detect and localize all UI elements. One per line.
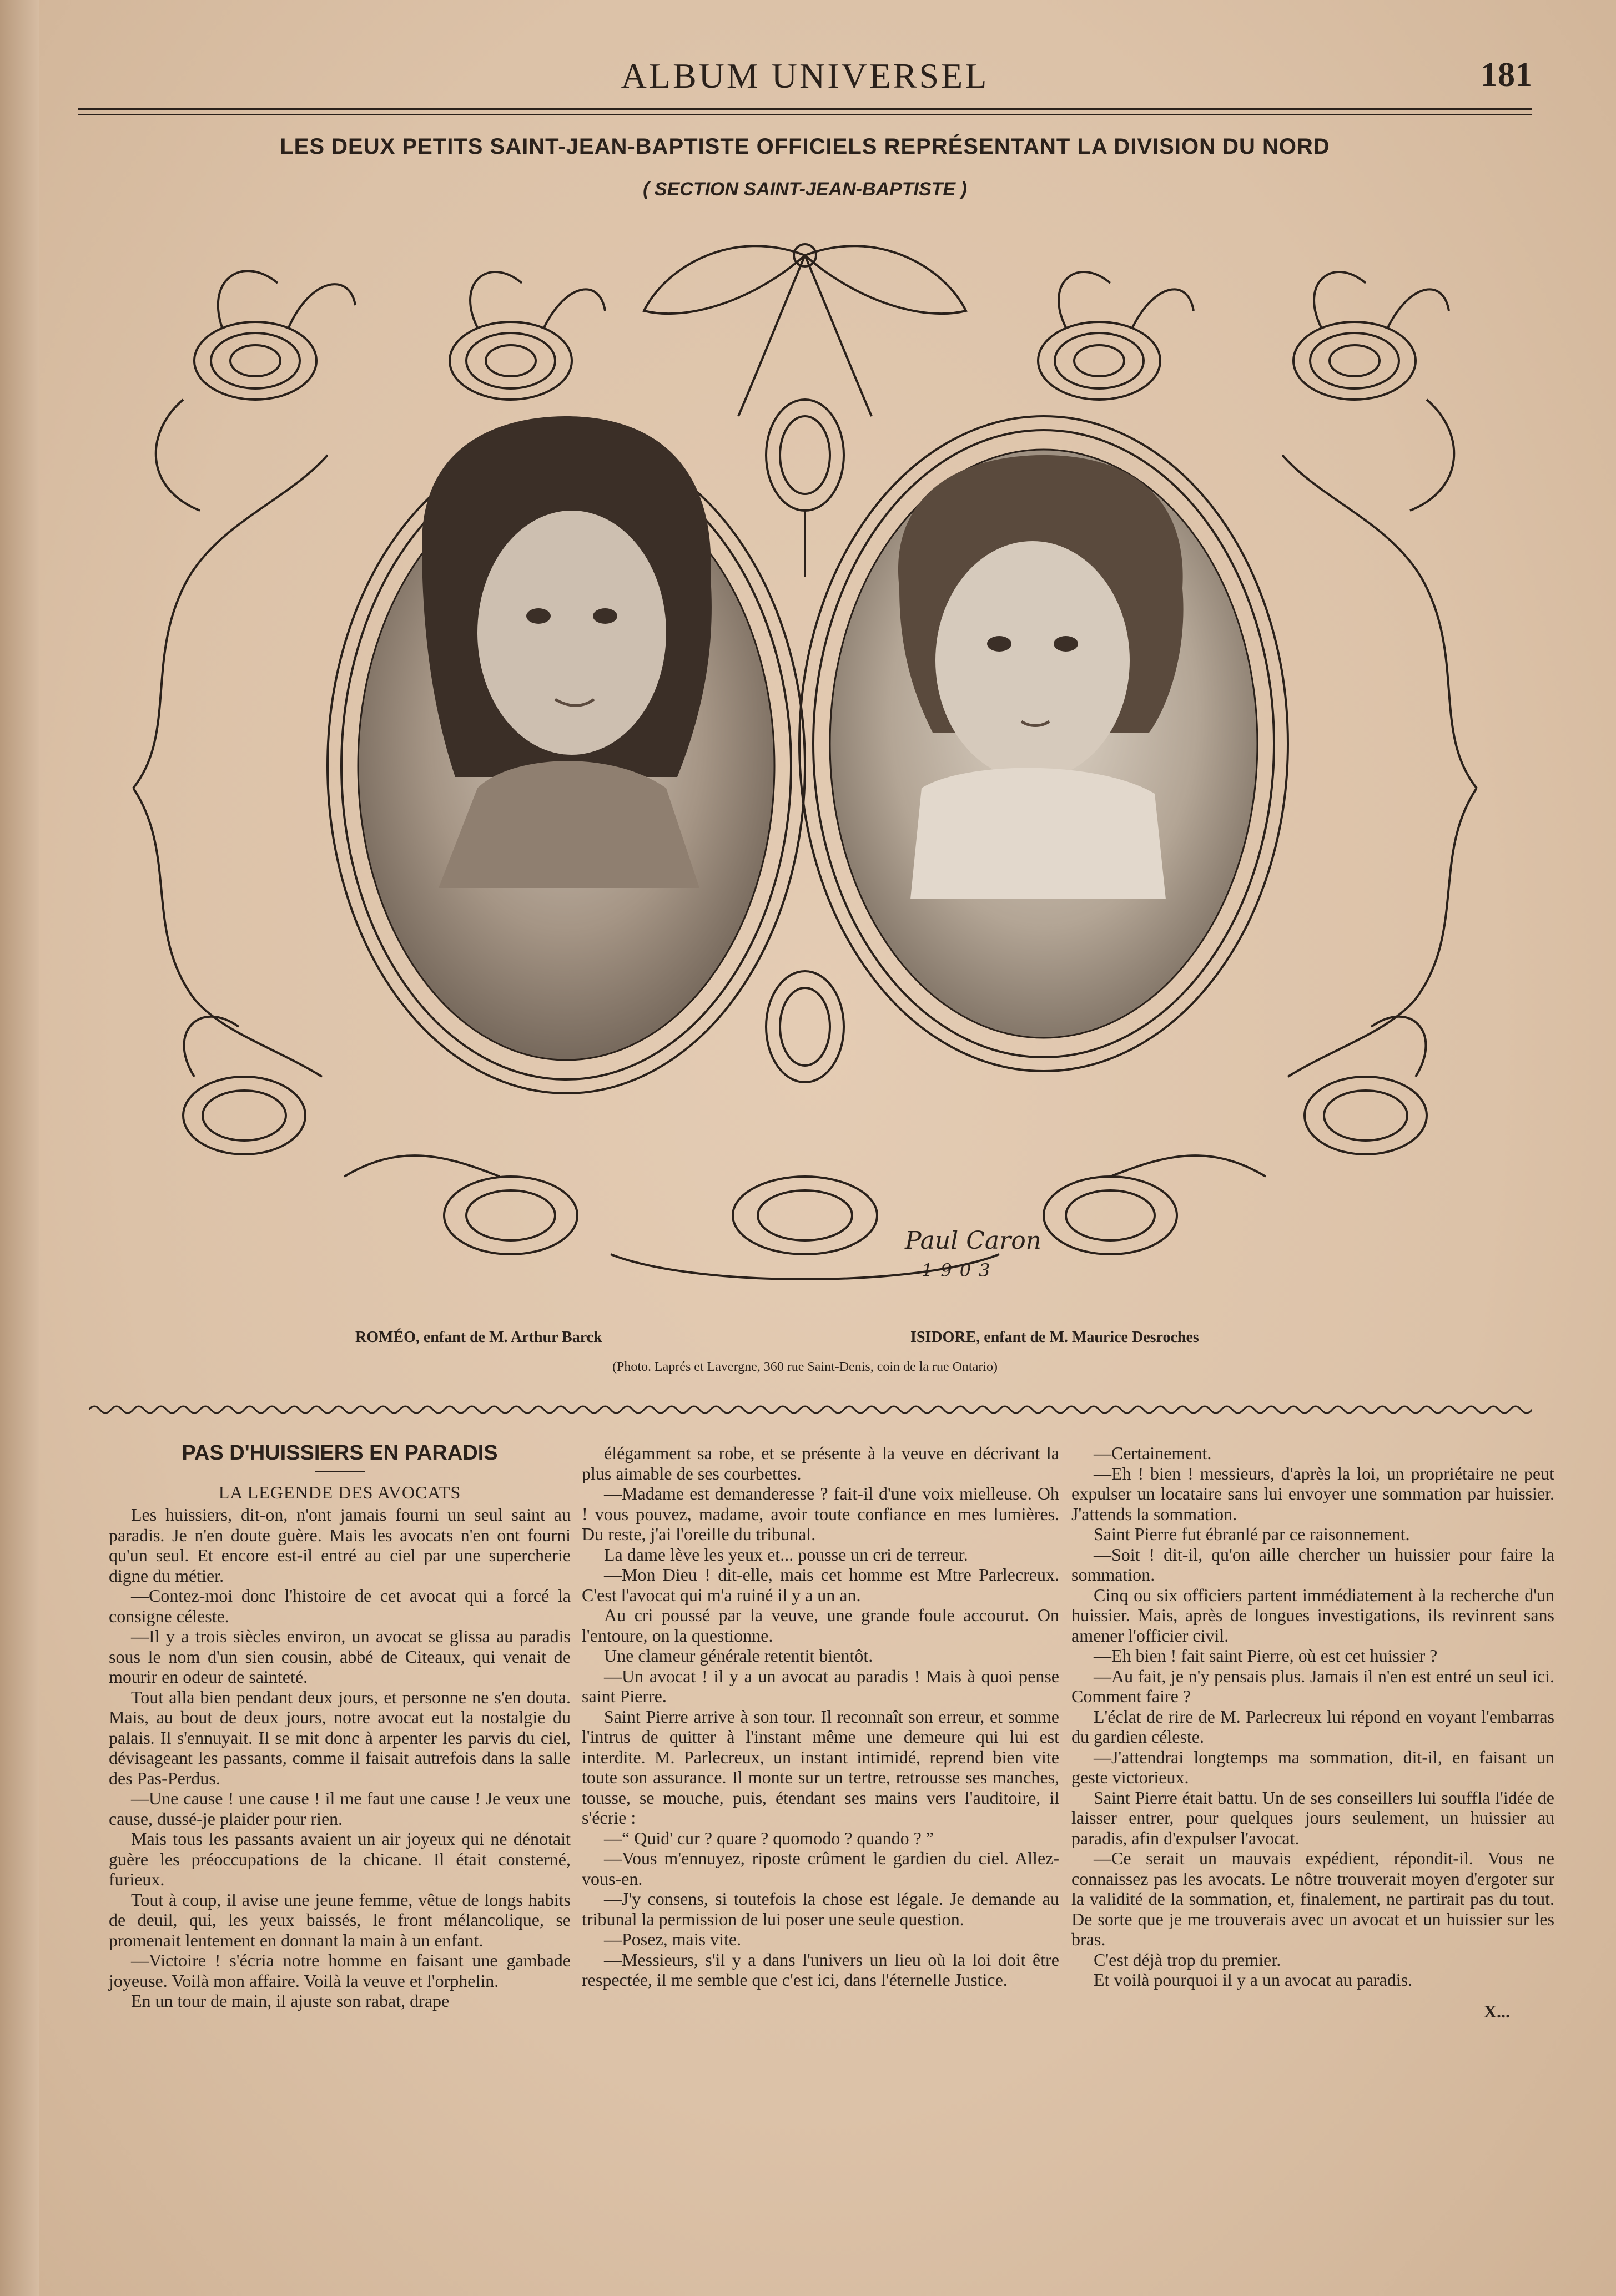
paragraph: —Certainement. <box>1094 1443 1212 1463</box>
article-column-3 <box>1071 1443 1554 2021</box>
column-2-body <box>582 1443 1059 1990</box>
paragraph: —Eh ! bien ! messieurs, d'après la loi, un propriétaire ne peut expulser un locataire sans lui envoyer une sommation par huissier. J'attends la sommation. <box>1071 1463 1554 1524</box>
page-header <box>78 55 1532 105</box>
feature-title: LES DEUX PETITS SAINT-JEAN-BAPTISTE OFFICIELS REPRÉSENTANT LA DIVISION DU NORD <box>280 134 1330 159</box>
paragraph: Au cri poussé par la veuve, une grande foule accourut. On l'entoure, on la questionne. <box>582 1605 1059 1646</box>
paragraph: —J'attendrai longtemps ma sommation, dit-il, en faisant un geste victorieux. <box>1071 1747 1554 1787</box>
article-subtitle: LA LEGENDE DES AVOCATS <box>218 1482 461 1502</box>
paragraph: —Une cause ! une cause ! il me faut une cause ! Je veux une cause, dussé-je plaider pour rien. <box>109 1788 571 1829</box>
paragraph: L'éclat de rire de M. Parlecreux lui répond en voyant l'embarras du gardien céleste. <box>1071 1706 1554 1747</box>
portrait-illustration <box>111 233 1499 1310</box>
article-title: PAS D'HUISSIERS EN PARADIS <box>182 1441 498 1465</box>
page-number: 181 <box>1481 56 1532 94</box>
paragraph: —Contez-moi donc l'histoire de cet avocat qui a forcé la consigne céleste. <box>109 1586 571 1626</box>
caption-left: ROMÉO, enfant de M. Arthur Barck <box>355 1329 602 1346</box>
floral-frame-ornament <box>133 244 1477 1279</box>
paragraph: —Soit ! dit-il, qu'on aille chercher un huissier pour faire la sommation. <box>1071 1544 1554 1585</box>
header-rule-thick <box>78 108 1532 110</box>
paragraph: —Messieurs, s'il y a dans l'univers un lieu où la loi doit être respectée, il me semble que c'est ici, dans l'éternelle Justice. <box>582 1949 1059 1990</box>
feature-subtitle: ( SECTION SAINT-JEAN-BAPTISTE ) <box>643 179 967 200</box>
paragraph: La dame lève les yeux et... pousse un cri de terreur. <box>604 1544 968 1565</box>
paragraph: —Un avocat ! il y a un avocat au paradis ! Mais à quoi pense saint Pierre. <box>582 1666 1059 1706</box>
artist-year: 1903 <box>922 1260 998 1281</box>
paragraph: Une clameur générale retentit bientôt. <box>604 1646 873 1666</box>
paragraph: Tout à coup, il avise une jeune femme, vêtue de longs habits de deuil, qui, les yeux baissés, le front mélancolique, se promenait lentement en donnant la main à un enfant. <box>109 1889 571 1950</box>
column-1-body <box>109 1505 571 2011</box>
paragraph: Saint Pierre arrive à son tour. Il reconnaît son erreur, et somme l'intrus de quitter à l'instant même une demeure qui lui est interdite. M. Parlecreux, un instant intimidé, reprend bien vite toute son assurance. Il monte sur un tertre, retrousse ses manches, tousse, se mouche, puis, étendant ses mains vers l'auditoire, il s'écrie : <box>582 1706 1059 1828</box>
paragraph: —Eh bien ! fait saint Pierre, où est cet huissier ? <box>1094 1646 1438 1666</box>
paragraph: —Il y a trois siècles environ, un avocat se glissa au paradis sous le nom d'un sien cousin, abbé de Citeaux, qui venait de mourir en odeur de sainteté. <box>109 1626 571 1687</box>
column-3-body <box>1071 1443 1554 1990</box>
paragraph: élégamment sa robe, et se présente à la veuve en décrivant la plus aimable de ses courbettes. <box>582 1443 1059 1483</box>
paragraph: —“ Quid' cur ? quare ? quomodo ? quando ? ” <box>604 1828 934 1848</box>
paragraph: —Victoire ! s'écria notre homme en faisant une gambade joyeuse. Voilà mon affaire. Voilà la veuve et l'orphelin. <box>109 1950 571 1991</box>
paragraph: —Posez, mais vite. <box>604 1929 742 1949</box>
paragraph: Saint Pierre fut ébranlé par ce raisonnement. <box>1094 1524 1410 1544</box>
caption-right: ISIDORE, enfant de M. Maurice Desroches <box>910 1329 1199 1346</box>
paragraph: —J'y consens, si toutefois la chose est légale. Je demande au tribunal la permission de lui poser une seule question. <box>582 1889 1059 1929</box>
artist-signature: Paul Caron <box>905 1227 1042 1255</box>
title-rule <box>315 1471 365 1472</box>
section-divider <box>89 1399 1532 1421</box>
article-signature: X... <box>1483 2001 1510 2021</box>
paragraph: —Mon Dieu ! dit-elle, mais cet homme est Mtre Parlecreux. C'est l'avocat qui m'a ruiné il y a un an. <box>582 1565 1059 1605</box>
child-figure-right <box>898 455 1184 899</box>
paragraph: Mais tous les passants avaient un air joyeux qui ne dénotait guère les préoccupations de la chicane. Il était consterné, furieux. <box>109 1829 571 1889</box>
paragraph: C'est déjà trop du premier. <box>1094 1949 1281 1970</box>
masthead: ALBUM UNIVERSEL <box>621 56 989 95</box>
paragraph: —Madame est demanderesse ? fait-il d'une voix mielleuse. Oh ! vous pouvez, madame, avoir toute confiance en mes lumières. Du reste, j'ai l'oreille du tribunal. <box>582 1483 1059 1544</box>
paragraph: En un tour de main, il ajuste son rabat, drape <box>131 1991 450 2011</box>
paragraph: —Vous m'ennuyez, riposte crûment le gardien du ciel. Allez-vous-en. <box>582 1848 1059 1889</box>
header-rule-thin <box>78 114 1532 115</box>
paragraph: Tout alla bien pendant deux jours, et personne ne s'en douta. Mais, au bout de deux jours, notre avocat eut la nostalgie du palais. Il s'ennuyait. Il se mit donc à arpenter les parvis du ciel, dévisageant les passants, comme il faisait autrefois dans la salle des Pas-Perdus. <box>109 1687 571 1788</box>
photo-credit: (Photo. Laprés et Lavergne, 360 rue Saint-Denis, coin de la rue Ontario) <box>612 1360 998 1374</box>
paragraph: —Au fait, je n'y pensais plus. Jamais il n'en est entré un seul ici. Comment faire ? <box>1071 1666 1554 1706</box>
article-column-2 <box>582 1443 1059 1990</box>
paragraph: —Ce serait un mauvais expédient, répondit-il. Vous ne connaissez pas les avocats. Le nôtre trouverait moyen d'ergoter sur la validité de la sommation, et, finalement, ne partirait pas du tout. De sorte que je me trouverais avec un avocat et un huissier sur les bras. <box>1071 1848 1554 1949</box>
paragraph: Et voilà pourquoi il y a un avocat au paradis. <box>1094 1970 1413 1990</box>
paragraph: Les huissiers, dit-on, n'ont jamais fourni un seul saint au paradis. Je n'en doute guère. Mais les avocats n'en ont fourni qu'un seul. Et encore est-il entré au ciel par une supercherie digne du métier. <box>109 1505 571 1586</box>
binding-gutter <box>0 0 39 2296</box>
paragraph: Saint Pierre était battu. Un de ses conseillers lui souffla l'idée de laisser entrer, pour quelques jours seulement, un huissier au paradis, afin d'expulser l'avocat. <box>1071 1787 1554 1848</box>
article-column-1 <box>109 1443 571 2011</box>
paragraph: Cinq ou six officiers partent immédiatement à la recherche d'un huissier. Mais, après de longues investigations, ils revinrent sans amener l'officier civil. <box>1071 1585 1554 1646</box>
